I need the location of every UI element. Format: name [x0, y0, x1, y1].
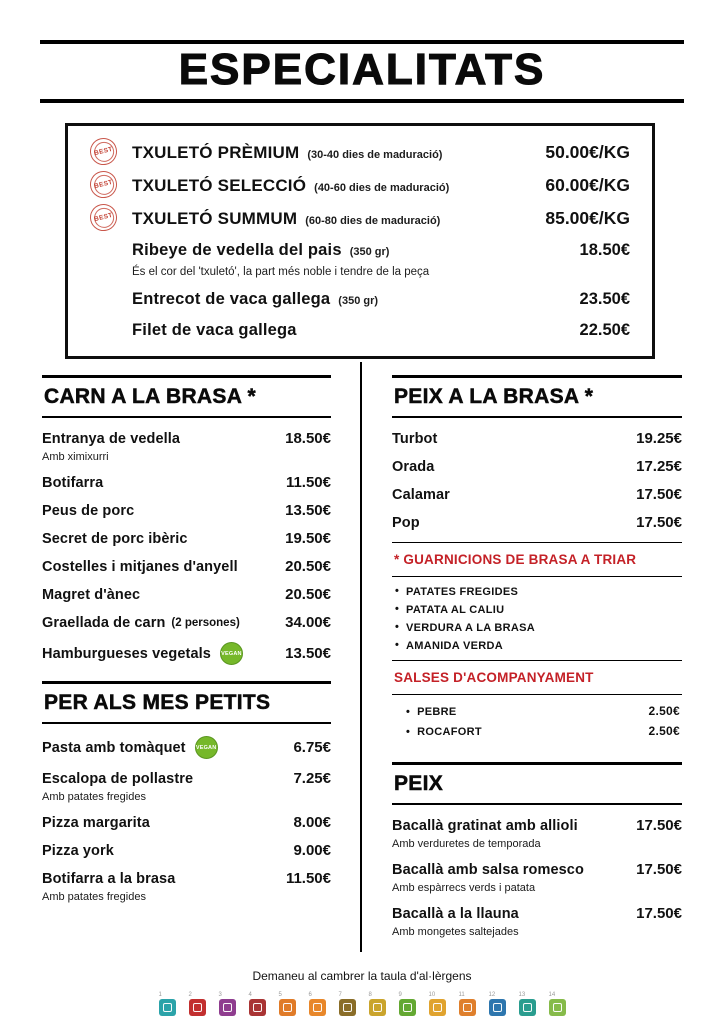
allergen-icon: 14	[549, 992, 566, 1016]
menu-item	[93, 142, 630, 163]
item-price: 19.25€	[636, 430, 682, 448]
menu-item	[392, 486, 682, 503]
item-price: 20.50€	[285, 558, 331, 576]
item-detail: (350 gr)	[338, 295, 379, 307]
menu-item	[392, 905, 682, 938]
item-price: 17.50€	[636, 514, 682, 532]
menu-item	[42, 558, 331, 575]
vegan-icon: VEGAN	[195, 736, 218, 759]
salses-list	[392, 695, 682, 746]
item-name: Pizza york	[42, 842, 114, 859]
subsection-heading: SALSES D'ACOMPANYAMENT	[394, 670, 594, 686]
header-rule-bottom	[40, 99, 684, 103]
allergen-glyph	[223, 1003, 232, 1012]
allergen-glyph	[463, 1003, 472, 1012]
best-stamp-icon: BEST	[87, 168, 120, 201]
footer	[0, 969, 724, 1016]
item-name: Entrecot de vaca gallega	[132, 290, 331, 308]
section-heading-carn	[42, 375, 331, 418]
page-title: ESPECIALITATS	[178, 45, 546, 94]
menu-item	[392, 861, 682, 894]
item-name: Orada	[392, 458, 435, 475]
item-note: Amb ximixurri	[42, 451, 109, 464]
allergen-icon: 5	[279, 992, 296, 1016]
item-name: Turbot	[392, 430, 438, 447]
item-price: 9.00€	[293, 842, 331, 860]
menu-item	[392, 458, 682, 475]
item-name: Hamburgueses vegetals	[42, 645, 211, 662]
item-price: 2.50€	[648, 704, 680, 719]
allergen-icon: 4	[249, 992, 266, 1016]
item-price: 17.50€	[636, 861, 682, 879]
allergen-glyph	[163, 1003, 172, 1012]
item-note: Amb verduretes de temporada	[392, 838, 541, 851]
menu-item	[42, 614, 331, 631]
allergen-glyph	[523, 1003, 532, 1012]
section-title: CARN A LA BRASA *	[44, 385, 256, 408]
section-heading-peix-brasa	[392, 375, 682, 418]
left-column	[42, 375, 331, 949]
item-detail: (30-40 dies de maduració)	[307, 149, 443, 161]
section-title: PER ALS MES PETITS	[44, 691, 271, 715]
item-price: 19.50€	[285, 530, 331, 548]
allergen-icon: 12	[489, 992, 506, 1016]
right-column	[392, 375, 682, 949]
subsection-heading: * GUARNICIONS DE BRASA A TRIAR	[394, 552, 637, 568]
item-name: Entranya de vedella	[42, 430, 181, 447]
header	[0, 0, 724, 103]
allergen-row	[0, 992, 724, 1016]
allergen-icon: 13	[519, 992, 536, 1016]
menu-item	[42, 770, 331, 803]
list-item	[406, 704, 680, 718]
item-price: 7.25€	[293, 770, 331, 788]
best-stamp-icon: BEST	[87, 135, 120, 168]
allergen-glyph	[253, 1003, 262, 1012]
item-price: 17.50€	[636, 486, 682, 504]
item-price: 6.75€	[293, 739, 331, 757]
bullet-label: • ROCAFORT	[417, 726, 482, 739]
item-name: TXULETÓ SUMMUM	[132, 209, 298, 228]
menu-item	[42, 474, 331, 491]
item-name: TXULETÓ SELECCIÓ	[132, 176, 307, 195]
allergen-icon: 3	[219, 992, 236, 1016]
menu-item	[42, 586, 331, 603]
allergen-icon: 9	[399, 992, 416, 1016]
guarnicions-list	[392, 577, 682, 660]
menu-item	[392, 817, 682, 850]
best-stamp-icon: BEST	[87, 201, 120, 234]
allergen-glyph	[283, 1003, 292, 1012]
item-price: 17.25€	[636, 458, 682, 476]
section-title: PEIX	[394, 772, 444, 796]
menu-columns	[0, 375, 724, 949]
item-price: 2.50€	[648, 724, 680, 739]
item-name: Bacallà gratinat amb allioli	[392, 817, 578, 834]
item-name: Botifarra	[42, 474, 104, 491]
allergen-glyph	[193, 1003, 202, 1012]
list-item	[406, 604, 680, 616]
column-divider	[360, 362, 362, 952]
section-title: PEIX A LA BRASA *	[394, 385, 594, 408]
item-note: És el cor del 'txuletó', la part més noble i tendre de la peça	[132, 266, 430, 278]
item-name: Bacallà a la llauna	[392, 905, 519, 922]
list-item	[406, 640, 680, 652]
menu-item	[42, 814, 331, 831]
item-name: Ribeye de vedella del pais	[132, 241, 342, 259]
item-note: Amb patates fregides	[42, 891, 146, 904]
bullet-label: • PEBRE	[417, 706, 457, 719]
list-item	[406, 622, 680, 634]
menu-item	[42, 642, 331, 665]
menu-item	[132, 321, 630, 340]
bullet-label: AMANIDA VERDA	[406, 640, 503, 653]
allergen-glyph	[493, 1003, 502, 1012]
allergen-icon: 6	[309, 992, 326, 1016]
section-heading-peix	[392, 762, 682, 805]
item-note: Amb patates fregides	[42, 791, 146, 804]
item-price: 18.50€	[285, 430, 331, 448]
menu-item	[93, 208, 630, 229]
item-price: 8.00€	[293, 814, 331, 832]
item-price: 22.50€	[579, 321, 630, 339]
item-detail: (40-60 dies de maduració)	[314, 182, 450, 194]
menu-item	[42, 502, 331, 519]
item-name: Botifarra a la brasa	[42, 870, 176, 887]
allergen-glyph	[373, 1003, 382, 1012]
item-price: 18.50€	[579, 241, 630, 259]
item-detail: (2 persones)	[171, 616, 240, 629]
allergen-glyph	[433, 1003, 442, 1012]
menu-item	[132, 241, 630, 260]
item-name: Calamar	[392, 486, 450, 503]
menu-item	[42, 870, 331, 903]
menu-item	[42, 430, 331, 463]
item-price: 11.50€	[285, 474, 331, 492]
item-name: Pasta amb tomàquet	[42, 739, 186, 756]
list-item	[406, 724, 680, 738]
item-price: 17.50€	[636, 817, 682, 835]
item-name: Magret d'ànec	[42, 586, 141, 603]
menu-item	[42, 530, 331, 547]
menu-item	[392, 430, 682, 447]
item-detail: (350 gr)	[349, 246, 390, 258]
allergen-glyph	[553, 1003, 562, 1012]
item-name: Graellada de carn	[42, 614, 166, 631]
item-name: Pop	[392, 514, 420, 531]
item-price: 13.50€	[285, 645, 331, 663]
allergen-icon: 8	[369, 992, 386, 1016]
item-note: Amb mongetes saltejades	[392, 926, 519, 939]
item-detail: (60-80 dies de maduració)	[305, 215, 441, 227]
item-name: Costelles i mitjanes d'anyell	[42, 558, 238, 575]
section-heading-petits	[42, 681, 331, 724]
specials-box	[65, 123, 655, 359]
item-price: 11.50€	[285, 870, 331, 888]
allergen-glyph	[343, 1003, 352, 1012]
item-price: 13.50€	[285, 502, 331, 520]
item-name: Filet de vaca gallega	[132, 321, 297, 339]
item-price: 60.00€/KG	[545, 175, 630, 195]
item-price: 85.00€/KG	[545, 208, 630, 228]
item-name: TXULETÓ PRÈMIUM	[132, 143, 300, 162]
allergen-note: Demaneu al cambrer la taula d'al·lèrgens	[252, 969, 472, 983]
bullet-label: PATATA AL CALIU	[406, 604, 505, 617]
menu-item	[42, 736, 331, 759]
menu-item	[93, 175, 630, 196]
bullet-label: PATATES FREGIDES	[406, 586, 519, 599]
item-note: Amb espàrrecs verds i patata	[392, 882, 536, 895]
menu-item	[132, 290, 630, 309]
item-name: Peus de porc	[42, 502, 135, 519]
menu-item	[392, 514, 682, 531]
salses-block	[392, 660, 682, 746]
item-price: 34.00€	[285, 614, 331, 632]
item-price: 23.50€	[579, 290, 630, 308]
item-name: Escalopa de pollastre	[42, 770, 194, 787]
item-price: 17.50€	[636, 905, 682, 923]
item-name: Secret de porc ibèric	[42, 530, 188, 547]
allergen-icon: 10	[429, 992, 446, 1016]
allergen-icon: 11	[459, 992, 476, 1016]
item-name: Pizza margarita	[42, 814, 150, 831]
item-price: 50.00€/KG	[545, 142, 630, 162]
guarnicions-block	[392, 542, 682, 660]
bullet-label: VERDURA A LA BRASA	[406, 622, 536, 635]
item-name: Bacallà amb salsa romesco	[392, 861, 584, 878]
allergen-glyph	[313, 1003, 322, 1012]
item-price: 20.50€	[285, 586, 331, 604]
menu-item	[42, 842, 331, 859]
list-item	[406, 586, 680, 598]
allergen-icon: 2	[189, 992, 206, 1016]
vegan-icon: VEGAN	[220, 642, 243, 665]
allergen-icon: 7	[339, 992, 356, 1016]
allergen-glyph	[403, 1003, 412, 1012]
allergen-icon: 1	[159, 992, 176, 1016]
